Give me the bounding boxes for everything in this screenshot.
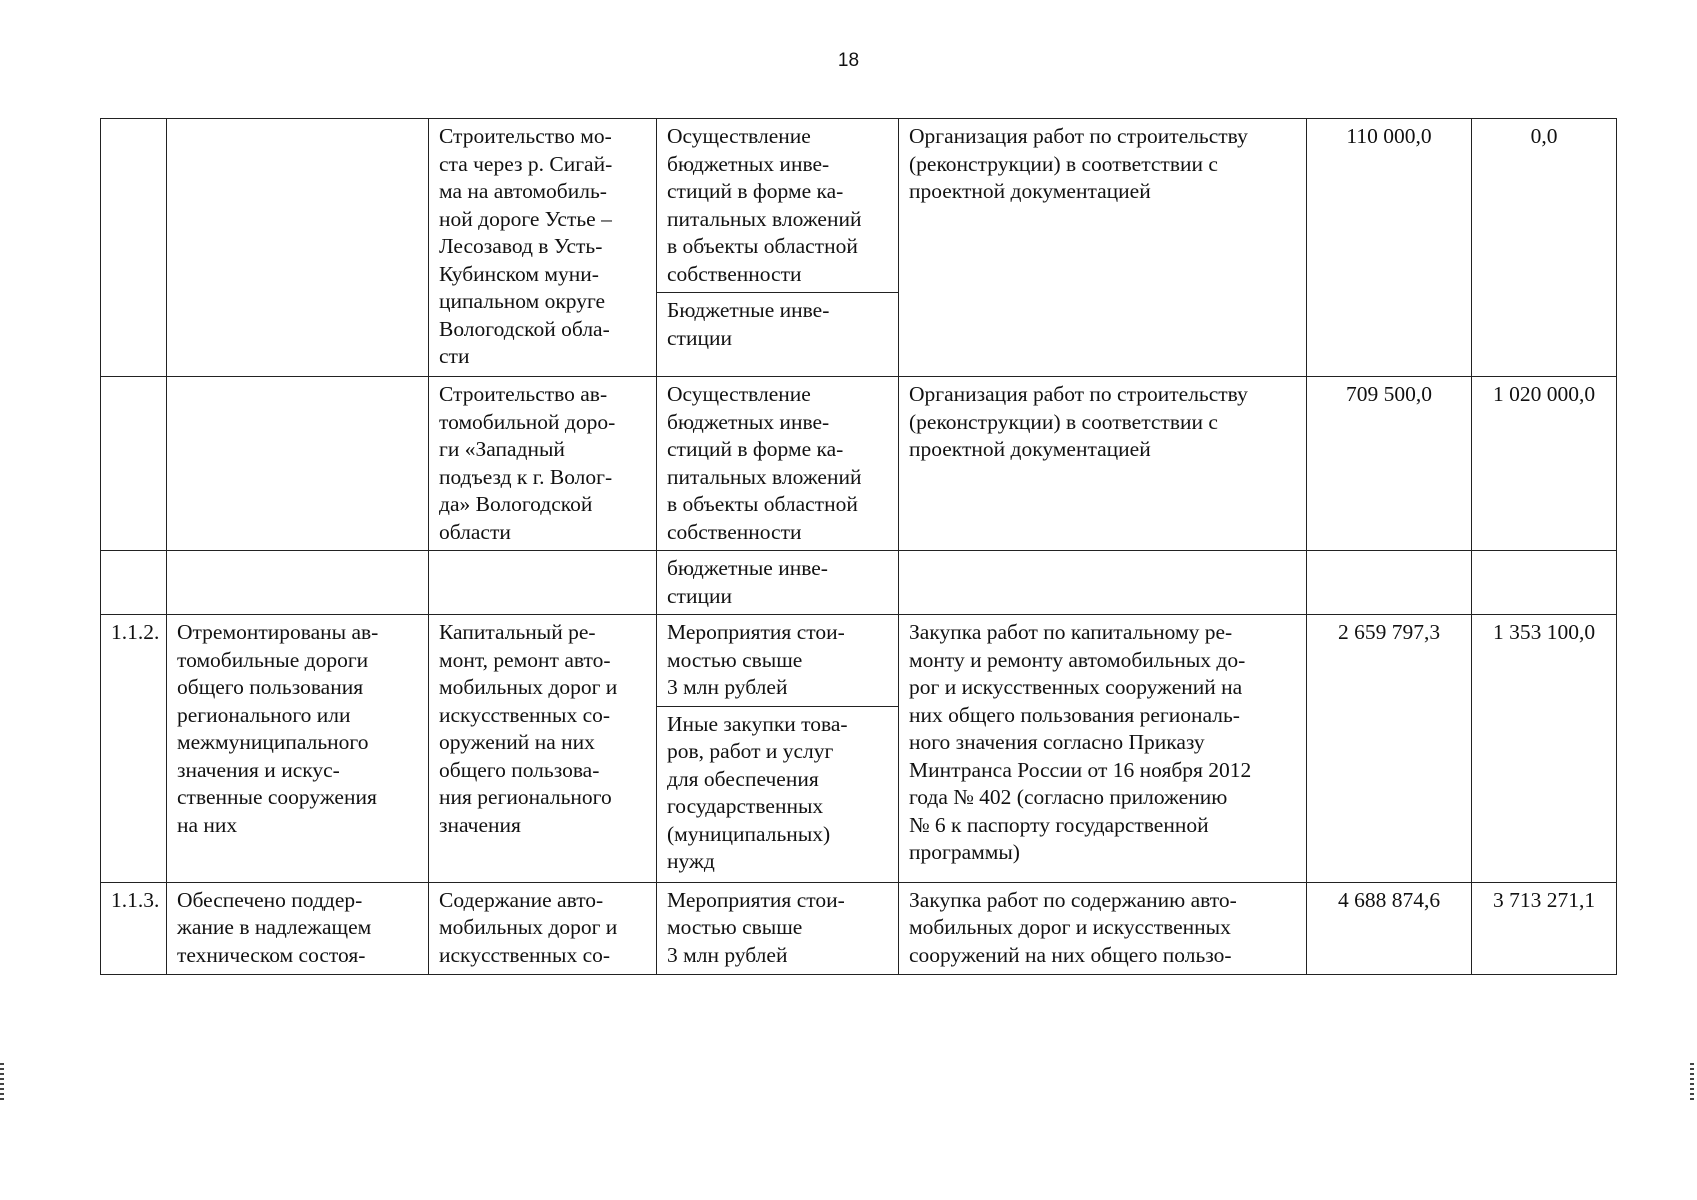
cell-number: 1.1.3. (101, 882, 167, 974)
cell-value-2: 3 713 271,1 (1472, 882, 1617, 974)
table-row (101, 882, 1617, 974)
cell-expense-type: Бюджетные инве- стиции (657, 293, 899, 377)
cell-value-1: 2 659 797,3 (1307, 615, 1472, 883)
cell-measure: Содержание авто- мобильных дорог и искусственных со- (429, 882, 657, 974)
cell-number (101, 119, 167, 377)
scan-edge-mark-left (0, 1063, 4, 1101)
cell-description: Организация работ по строительству (реконструкции) в соответствии с проектной документацией (899, 119, 1307, 377)
cell-number: 1.1.2. (101, 615, 167, 883)
cell-description (899, 551, 1307, 615)
cell-number (101, 551, 167, 615)
cell-result (167, 551, 429, 615)
cell-result (167, 119, 429, 377)
table-row (101, 119, 1617, 293)
cell-measure: Капитальный ре- монт, ремонт авто- мобильных дорог и искусственных со- оружений на них общего пользова- ния регионального значения (429, 615, 657, 883)
cell-value-1: 709 500,0 (1307, 377, 1472, 551)
cell-expense-type: бюджетные инве- стиции (657, 551, 899, 615)
table-row (101, 377, 1617, 551)
cell-value-1 (1307, 551, 1472, 615)
cell-description: Закупка работ по содержанию авто- мобильных дорог и искусственных сооружений на них общего пользо- (899, 882, 1307, 974)
cell-measure: Строительство мо- ста через р. Сигай- ма на автомобиль- ной дороге Устье – Лесозавод в Усть- Кубинском муни- ципальном округе Вологодской обла- сти (429, 119, 657, 377)
cell-expense-type: Мероприятия стои- мостью свыше 3 млн рублей (657, 882, 899, 974)
cell-description: Закупка работ по капитальному ре- монту и ремонту автомобильных до- рог и искусственных сооружений на них общего пользования региональ- ного значения согласно Приказу Минтранса России от 16 ноября 2012 года № 402 (согласно приложению № 6 к паспорту государственной программы) (899, 615, 1307, 883)
cell-number (101, 377, 167, 551)
cell-result (167, 377, 429, 551)
cell-measure (429, 551, 657, 615)
program-table (100, 118, 1617, 975)
cell-description: Организация работ по строительству (реконструкции) в соответствии с проектной документацией (899, 377, 1307, 551)
cell-value-2 (1472, 551, 1617, 615)
table-row (101, 551, 1617, 615)
cell-value-1: 4 688 874,6 (1307, 882, 1472, 974)
cell-value-2: 0,0 (1472, 119, 1617, 377)
table-row (101, 615, 1617, 707)
cell-measure: Строительство ав- томобильной доро- ги «Западный подъезд к г. Волог- да» Вологодской области (429, 377, 657, 551)
cell-expense-type: Осуществление бюджетных инве- стиций в форме ка- питальных вложений в объекты областной собственности (657, 119, 899, 293)
cell-result: Обеспечено поддер- жание в надлежащем техническом состоя- (167, 882, 429, 974)
scan-edge-mark-right (1690, 1063, 1694, 1101)
cell-expense-type: Иные закупки това- ров, работ и услуг для обеспечения государственных (муниципальных) нужд (657, 706, 899, 882)
cell-expense-type: Мероприятия стои- мостью свыше 3 млн рублей (657, 615, 899, 707)
cell-result: Отремонтированы ав- томобильные дороги общего пользования регионального или межмуниципального значения и искус- ственные сооружения на них (167, 615, 429, 883)
cell-value-2: 1 020 000,0 (1472, 377, 1617, 551)
page-number: 18 (837, 50, 860, 71)
cell-value-1: 110 000,0 (1307, 119, 1472, 377)
cell-value-2: 1 353 100,0 (1472, 615, 1617, 883)
cell-expense-type: Осуществление бюджетных инве- стиций в форме ка- питальных вложений в объекты областной собственности (657, 377, 899, 551)
